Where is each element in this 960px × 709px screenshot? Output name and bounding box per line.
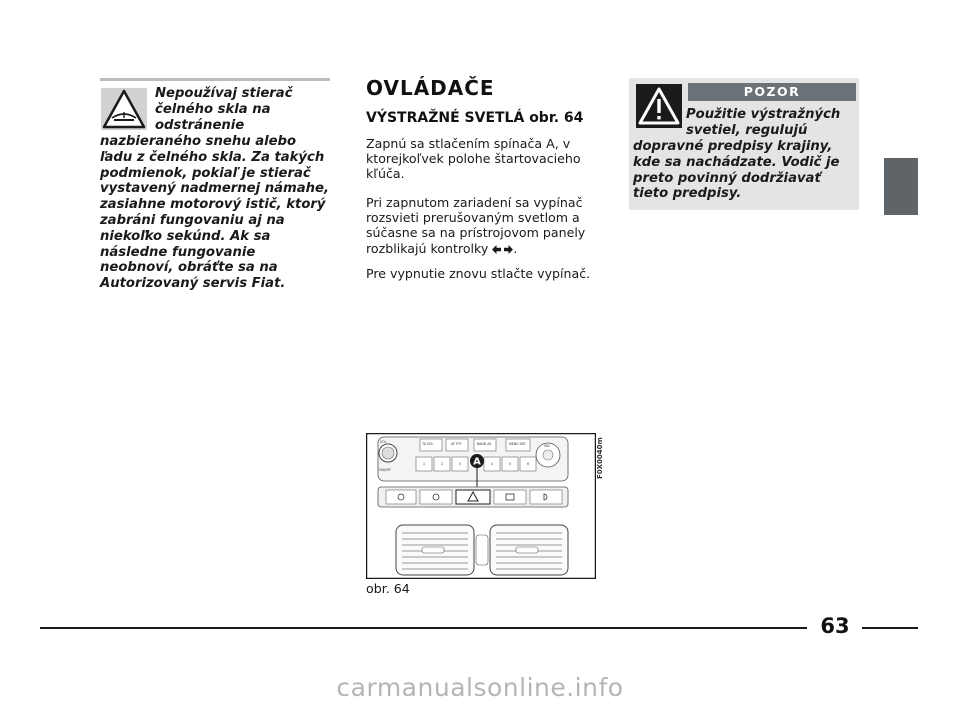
svg-text:1: 1 (423, 462, 426, 466)
pozor-label: POZOR (688, 83, 856, 101)
watermark: carmanualsonline.info (336, 673, 624, 702)
section-subtitle: VÝSTRAŽNÉ SVETLÁ obr. 64 (366, 110, 584, 126)
svg-text:5: 5 (509, 462, 512, 466)
section-title: OVLÁDAČE (366, 76, 495, 100)
figure-caption: obr. 64 (366, 581, 410, 596)
exclamation-warning-icon (636, 84, 682, 128)
svg-text:ON/OFF: ON/OFF (379, 468, 392, 472)
svg-text:VOL: VOL (380, 440, 387, 444)
marker-a-label: A (473, 456, 481, 468)
pozor-heading: Použitie výstražných svetiel, regulujú (686, 107, 841, 138)
svg-text:TA VOL: TA VOL (422, 442, 434, 446)
svg-text:3: 3 (459, 462, 462, 466)
paragraph-3: Pre vypnutie znovu stlačte vypínač. (366, 266, 591, 281)
paragraph-1: Zapnú sa stlačením spínača A, v ktorejkoľvek polohe štartovacieho kľúča. (366, 136, 581, 182)
figure-code: F0X0040m (596, 437, 604, 479)
footer-rule-right (862, 627, 918, 629)
svg-text:BAND AS: BAND AS (477, 442, 492, 446)
svg-text:MENU SEE: MENU SEE (509, 442, 526, 446)
svg-text:SRC: SRC (544, 444, 551, 448)
svg-text:2: 2 (441, 462, 444, 466)
paragraph-2-text: Pri zapnutom zariadení sa vypínač rozsvieti prerušovaným svetlom a súčasne sa na prístrojovom panely rozblikajú kontrolky (366, 195, 586, 256)
svg-text:4: 4 (491, 462, 494, 466)
pozor-body: dopravné predpisy krajiny, kde sa nachádzate. Vodič je preto povinný dodržiavať tieto predpisy. (633, 139, 840, 202)
dashboard-figure (366, 433, 596, 579)
turn-left-indicator-icon (492, 245, 501, 254)
paragraph-2-end: . (513, 240, 518, 256)
wiper-warning-icon (101, 88, 147, 130)
svg-text:AF PTY: AF PTY (451, 442, 462, 446)
warning-top-rule (100, 78, 330, 81)
footer-rule-left (40, 627, 807, 629)
chapter-tab (884, 158, 918, 215)
svg-text:6: 6 (527, 462, 530, 466)
warning-heading: Nepoužívaj stierač čelného skla na odstránenie (155, 86, 293, 133)
paragraph-2 (366, 195, 606, 256)
warning-body: nazbieraného snehu alebo ľadu z čelného skla. Za takých podmienok, pokiaľ je stierač vystavený nadmernej námahe, zasiahne motorový istič, ktorý zabráni fungovaniu aj na niekoľko sekúnd. Ak sa následne fungovanie neobnoví, obráťte sa na Autorizovaný servis Fiat. (100, 134, 329, 292)
page-number: 63 (820, 614, 850, 638)
